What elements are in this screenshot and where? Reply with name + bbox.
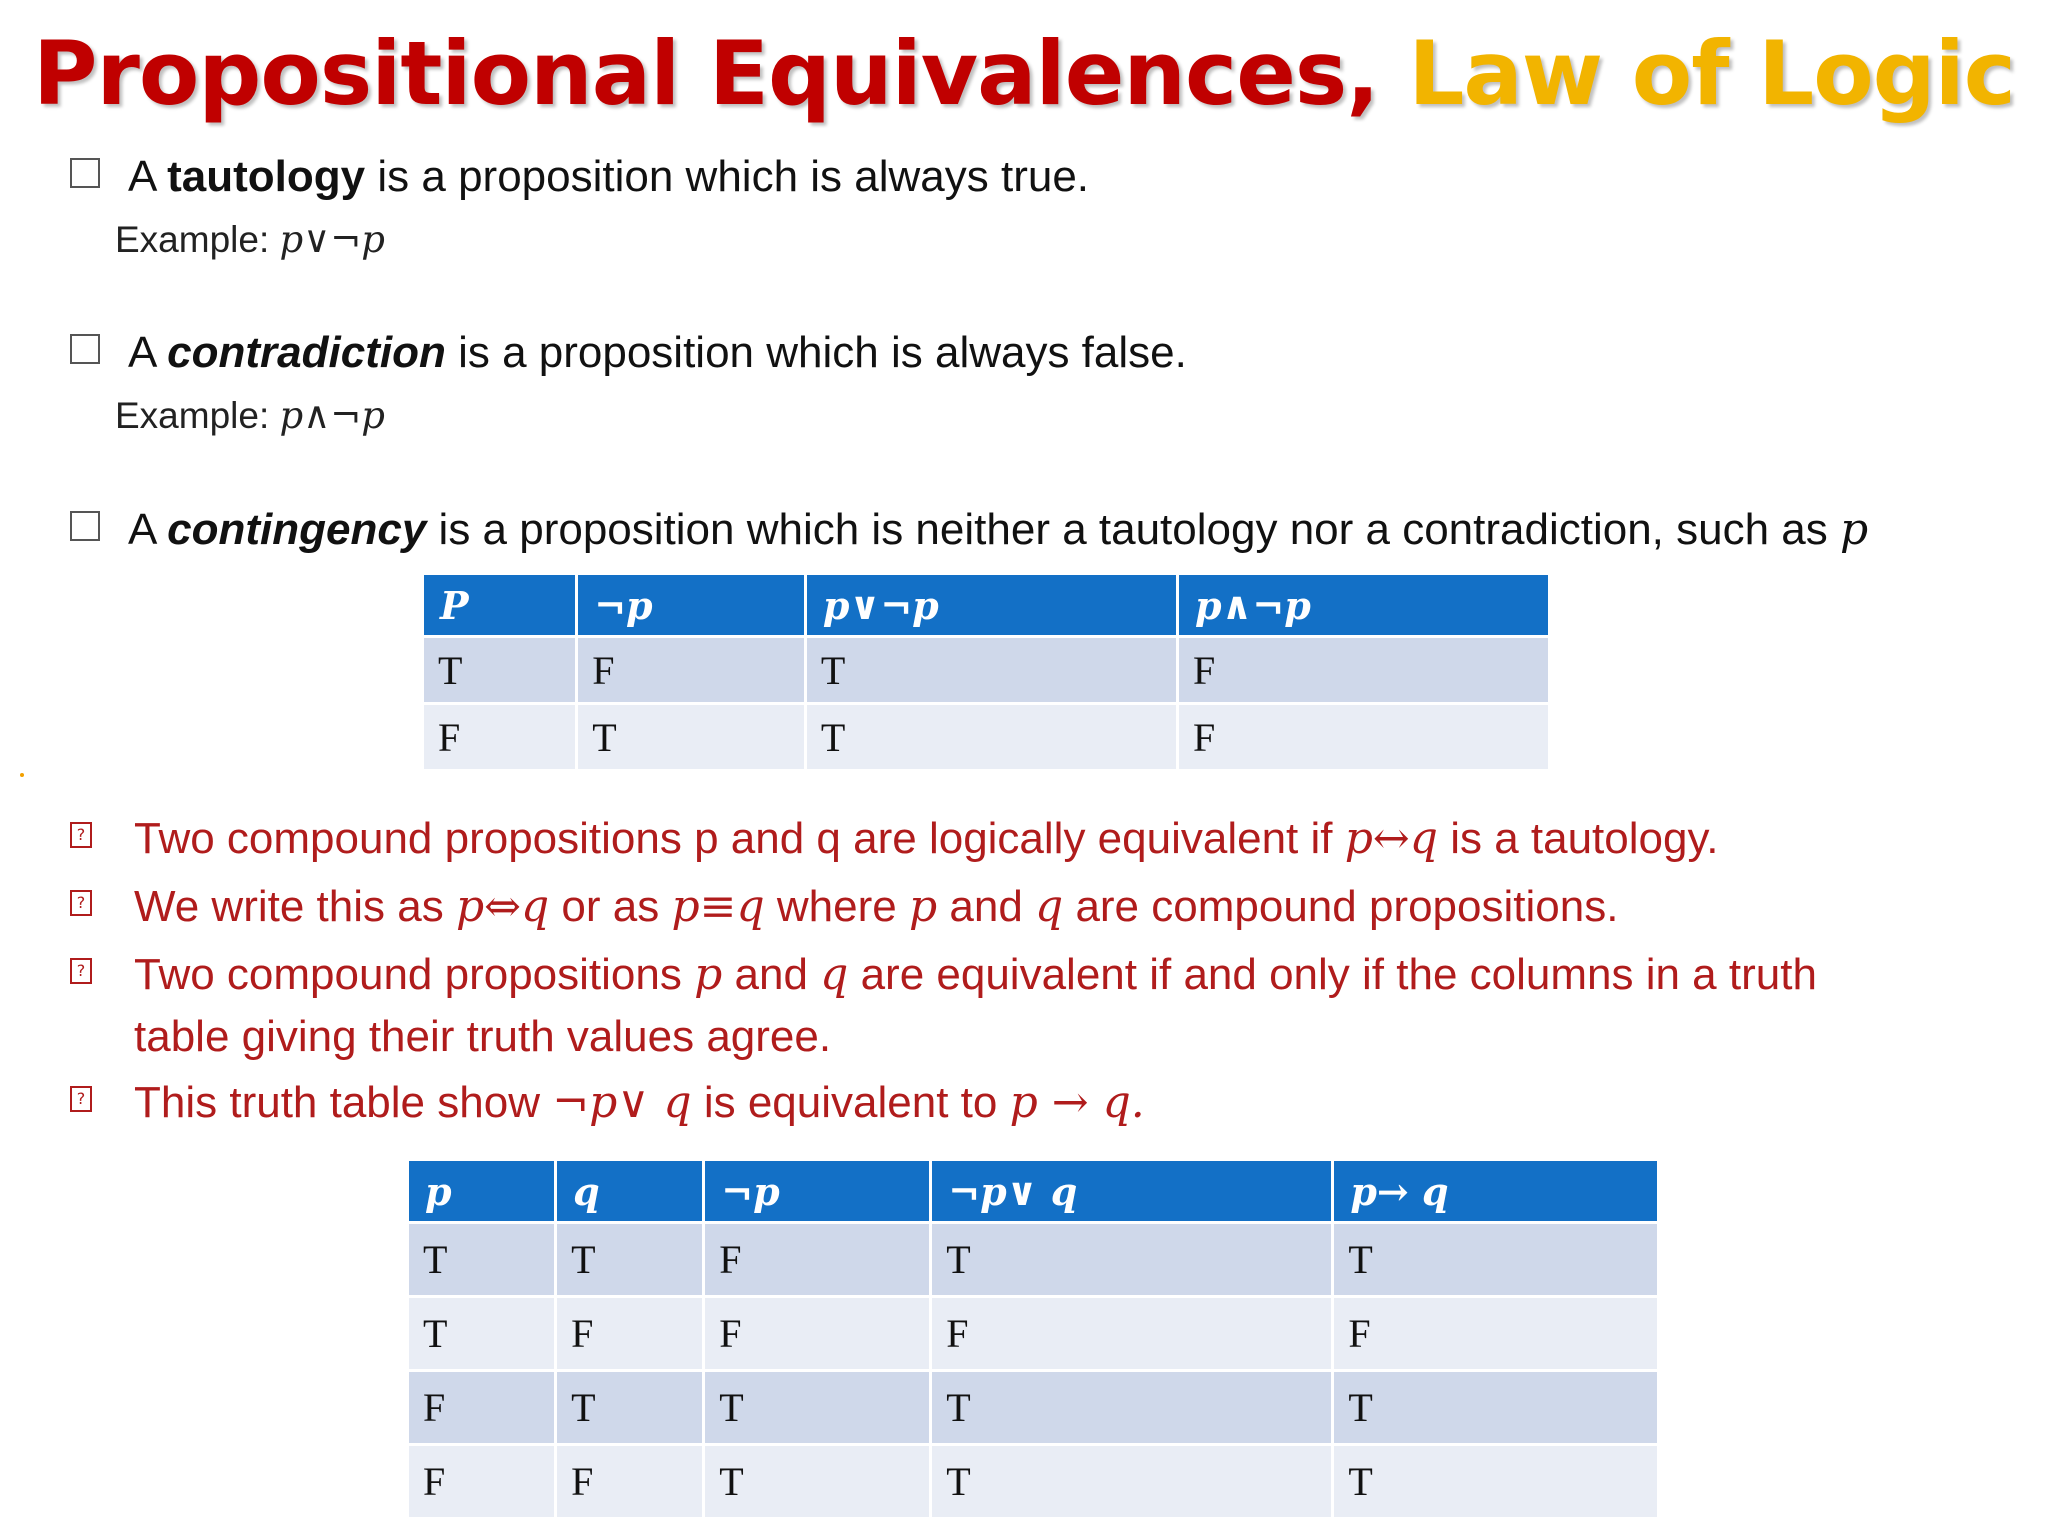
table-cell: T [807,705,1176,769]
table-cell: T [932,1446,1331,1517]
table-cell: T [705,1372,929,1443]
table-cell: T [807,638,1176,702]
missing-glyph-bullet-icon: ? [70,1086,92,1112]
term-contingency: contingency [167,505,427,554]
term-contradiction: contradiction [167,328,446,377]
table-cell: T [409,1298,554,1369]
header-cell: ¬p [705,1161,929,1221]
header-cell: p∨¬p [807,575,1176,635]
table-cell: T [705,1446,929,1517]
term-tautology: tautology [167,152,366,201]
header-cell: ¬p∨ q [932,1161,1331,1221]
table-row [424,705,1548,769]
table-cell: F [1179,705,1548,769]
header-cell: p [409,1161,554,1221]
definition-contingency: A contingency is a proposition which is neither a tautology nor a contradiction, such as p [70,504,1868,555]
header-cell: p∧¬p [1179,575,1548,635]
title-main: Propositional Equivalences, [33,22,1379,125]
table-cell: F [409,1446,554,1517]
checkbox-bullet-icon [70,511,100,541]
stray-dot [20,773,24,777]
definition-contradiction: A contradiction is a proposition which is always false. [70,328,1187,378]
page-title [0,22,2048,125]
title-accent: Law of Logic [1408,22,2015,125]
table-row [409,1372,1657,1443]
table-header-row [409,1161,1657,1221]
table-cell: T [932,1372,1331,1443]
truth-table-implication-equivalence [406,1158,1660,1520]
missing-glyph-bullet-icon: ? [70,822,92,848]
table-cell: F [705,1298,929,1369]
truth-table-tautology-contradiction [421,572,1551,772]
header-cell: p→ q [1334,1161,1657,1221]
table-cell: T [424,638,575,702]
table-row [424,638,1548,702]
table-cell: F [409,1372,554,1443]
header-cell: ¬p [578,575,804,635]
bullet-truth-table-show: ? This truth table show ¬p∨ q is equivalent to p → q. [70,1072,2000,1134]
bullet-logical-equivalence: ? Two compound propositions p and q are logically equivalent if p↔q is a tautology. [70,808,2000,870]
table-cell: T [1334,1224,1657,1295]
table-row [409,1298,1657,1369]
checkbox-bullet-icon [70,334,100,364]
table-cell: T [1334,1446,1657,1517]
example-contradiction: Example: p∧¬p [115,394,385,437]
table-cell: T [932,1224,1331,1295]
table-cell: T [557,1224,702,1295]
table-cell: T [1334,1372,1657,1443]
table-cell: F [932,1298,1331,1369]
table-cell: F [557,1298,702,1369]
table-cell: F [705,1224,929,1295]
table-row [409,1446,1657,1517]
table-row [409,1224,1657,1295]
bullet-notation: ? We write this as p⇔q or as p≡q where p and q are compound propositions. [70,876,2000,938]
header-cell: q [557,1161,702,1221]
definition-tautology: A tautology is a proposition which is always true. [70,152,1089,202]
table-cell: F [1334,1298,1657,1369]
table-cell: T [409,1224,554,1295]
table-header-row [424,575,1548,635]
table-cell: T [557,1372,702,1443]
table-cell: F [1179,638,1548,702]
header-cell: P [424,575,575,635]
table-cell: F [424,705,575,769]
missing-glyph-bullet-icon: ? [70,958,92,984]
table-cell: F [557,1446,702,1517]
bullet-columns-agree: ? Two compound propositions p and q are equivalent if and only if the columns in a truth table giving their truth values agree. [70,944,2000,1068]
checkbox-bullet-icon [70,158,100,188]
example-tautology: Example: p∨¬p [115,218,385,261]
table-cell: F [578,638,804,702]
missing-glyph-bullet-icon: ? [70,890,92,916]
table-cell: T [578,705,804,769]
